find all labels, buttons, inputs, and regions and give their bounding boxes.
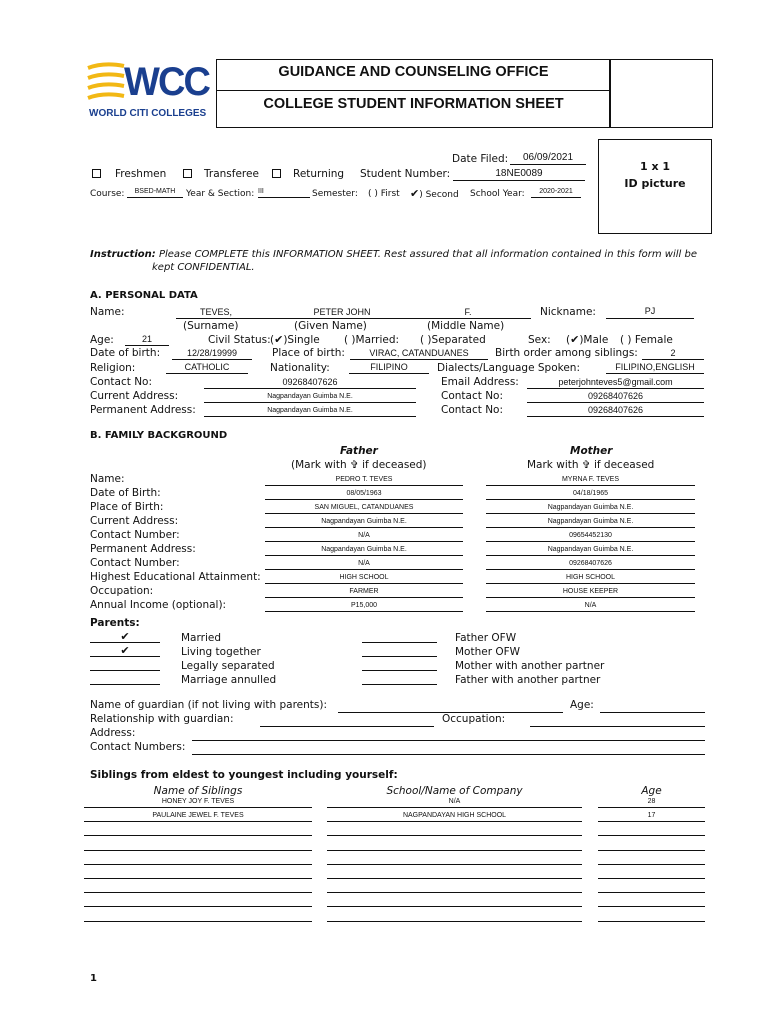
sibling-age-line[interactable] (598, 878, 705, 879)
surname-value[interactable]: TEVES, (199, 307, 232, 317)
parent-status-mark[interactable]: ✔ (120, 631, 130, 643)
father-field-value[interactable]: N/A (358, 532, 370, 539)
transferee-option[interactable]: Transferee (183, 168, 259, 180)
school-year-label: School Year: (470, 189, 525, 199)
sibling-name-line[interactable] (84, 807, 312, 808)
parent-status-label: Father OFW (455, 632, 517, 644)
family-row-label: Date of Birth: (90, 487, 161, 499)
guardian-occupation-field[interactable] (530, 726, 705, 727)
first-semester-option[interactable]: ( ) First (368, 189, 400, 199)
family-row-label: Contact Number: (90, 557, 180, 569)
parent-status-label: Mother with another partner (455, 660, 605, 672)
mother-field-value[interactable]: 04/18/1965 (572, 490, 609, 497)
returning-option[interactable]: Returning (272, 168, 344, 180)
given-name-caption: (Given Name) (294, 320, 367, 332)
name-label: Name: (90, 306, 125, 318)
dob-value[interactable]: 12/28/19999 (186, 348, 238, 358)
dialects-label: Dialects/Language Spoken: (437, 362, 580, 374)
instruction-cont: kept CONFIDENTIAL. (152, 262, 255, 273)
father-field-value[interactable]: HIGH SCHOOL (339, 574, 389, 581)
sibling-school[interactable]: N/A (448, 798, 461, 805)
dob-label: Date of birth: (90, 347, 161, 359)
mother-field-value[interactable]: Nagpandayan Guimba N.E. (547, 518, 634, 525)
freshmen-option[interactable]: Freshmen (92, 168, 166, 180)
civil-status-label: Civil Status: (208, 334, 271, 346)
second-semester-option[interactable]: ✔) Second (410, 187, 459, 200)
age-label: Age: (90, 334, 114, 346)
office-title: GUIDANCE AND COUNSELING OFFICE (278, 64, 549, 80)
sibling-age-line[interactable] (598, 821, 705, 822)
single-check-icon: ✔ (274, 333, 284, 346)
sibling-school-line[interactable] (327, 864, 582, 865)
married-option[interactable]: ( )Married: (344, 334, 400, 346)
mother-field-value[interactable]: 09654452130 (569, 532, 612, 539)
dialects-value[interactable]: FILIPINO,ENGLISH (615, 362, 695, 372)
father-field-value[interactable]: N/A (358, 560, 370, 567)
father-field-value[interactable]: P15,000 (350, 602, 378, 609)
id-picture-box (598, 139, 712, 234)
father-field-value[interactable]: Nagpandayan Guimba N.E. (321, 518, 407, 525)
course-value[interactable]: BSED-MATH (134, 188, 176, 195)
guardian-name-label: Name of guardian (if not living with parents): (90, 699, 328, 711)
second-check-icon: ✔ (410, 187, 420, 200)
family-row-label: Occupation: (90, 585, 154, 597)
family-row-label: Highest Educational Attainment: (90, 571, 261, 583)
year-section-value[interactable]: III (258, 188, 264, 195)
sibling-name-line[interactable] (84, 878, 312, 879)
contact2-value[interactable]: 09268407626 (587, 391, 644, 401)
pob-label: Place of birth: (272, 347, 345, 359)
sibling-name[interactable]: HONEY JOY F. TEVES (161, 798, 235, 805)
sibling-school-line[interactable] (327, 850, 582, 851)
email-label: Email Address: (441, 376, 519, 388)
sibling-age-line[interactable] (598, 921, 705, 922)
instruction: Instruction: Please COMPLETE this INFORMATION SHEET. Rest assured that all information contained in this form will be (90, 249, 697, 260)
contact3-value[interactable]: 09268407626 (587, 405, 644, 415)
guardian-age-label: Age: (570, 699, 594, 711)
logo-abbr: WCC (124, 60, 210, 104)
mother-heading: Mother (570, 445, 613, 457)
sibling-school[interactable]: NAGPANDAYAN HIGH SCHOOL (402, 812, 507, 819)
current-address-label: Current Address: (90, 390, 179, 402)
siblings-col-school: School/Name of Company (386, 785, 523, 797)
mother-field-value[interactable]: Nagpandayan Guimba N.E. (547, 504, 634, 511)
father-heading: Father (340, 445, 378, 457)
date-filed-label: Date Filed: (452, 153, 509, 165)
relationship-label: Relationship with guardian: (90, 713, 234, 725)
birth-order-value[interactable]: 2 (670, 348, 676, 358)
permanent-address-value[interactable]: Nagpandayan Guimba N.E. (267, 407, 353, 414)
middle-name-value[interactable]: F. (464, 307, 472, 317)
student-number-label: Student Number: (360, 168, 451, 180)
family-row-label: Place of Birth: (90, 501, 164, 513)
parent-status-field[interactable] (362, 684, 437, 685)
page-number: 1 (90, 973, 97, 984)
guardian-contact-field[interactable] (192, 754, 705, 755)
male-option[interactable]: (✔)Male (566, 333, 609, 346)
parent-status-label: Legally separated (181, 660, 275, 672)
given-name-value[interactable]: PETER JOHN (313, 307, 371, 317)
family-row-label: Current Address: (90, 515, 179, 527)
sibling-name-line[interactable] (84, 921, 312, 922)
school-year-value[interactable]: 2020-2021 (539, 188, 573, 195)
siblings-title: Siblings from eldest to youngest including yourself: (90, 769, 398, 781)
sheet-title: COLLEGE STUDENT INFORMATION SHEET (263, 96, 564, 112)
siblings-col-age: Age (641, 785, 662, 797)
logo-name: WORLD CITI COLLEGES (89, 108, 207, 119)
mother-field-value[interactable]: Nagpandayan Guimba N.E. (547, 546, 634, 553)
sibling-name[interactable]: PAULAINE JEWEL F. TEVES (152, 812, 244, 819)
sibling-name-line[interactable] (84, 835, 312, 836)
logo-swoosh-icon (86, 62, 126, 108)
family-row-label: Annual Income (optional): (90, 599, 227, 611)
sibling-age-line[interactable] (598, 892, 705, 893)
sibling-school-line[interactable] (327, 835, 582, 836)
freshmen-checkbox-icon[interactable] (92, 169, 101, 178)
mother-field-value[interactable]: MYRNA F. TEVES (561, 476, 620, 483)
id-picture-label: ID picture (624, 177, 686, 190)
id-picture-size: 1 x 1 (639, 160, 671, 173)
sex-label: Sex: (528, 334, 551, 346)
father-field-value[interactable]: Nagpandayan Guimba N.E. (321, 546, 407, 553)
semester-label: Semester: (312, 189, 358, 199)
returning-checkbox-icon[interactable] (272, 169, 281, 178)
birth-order-label: Birth order among siblings: (495, 347, 638, 359)
contact-value[interactable]: 09268407626 (282, 377, 338, 387)
sibling-school-line[interactable] (327, 921, 582, 922)
parent-status-label: Mother OFW (455, 646, 521, 658)
parent-status-field[interactable] (362, 656, 437, 657)
mother-field-value[interactable]: HIGH SCHOOL (565, 574, 615, 581)
parents-title: Parents: (90, 617, 140, 629)
nickname-label: Nickname: (540, 306, 596, 318)
guardian-address-label: Address: (90, 727, 136, 739)
relationship-field[interactable] (260, 726, 434, 727)
father-field-value[interactable]: SAN MIGUEL, CATANDUANES (314, 504, 414, 511)
course-label: Course: (90, 189, 125, 199)
mother-field-value[interactable]: HOUSE KEEPER (562, 588, 619, 595)
sibling-age[interactable]: 28 (647, 798, 656, 805)
sibling-school-line[interactable] (327, 878, 582, 879)
sibling-school-line[interactable] (327, 892, 582, 893)
religion-label: Religion: (90, 362, 136, 374)
parent-status-mark[interactable]: ✔ (120, 645, 130, 657)
father-field-value[interactable]: 08/05/1963 (346, 490, 382, 497)
parent-status-field[interactable] (362, 642, 437, 643)
family-row-label: Name: (90, 473, 125, 485)
transferee-checkbox-icon[interactable] (183, 169, 192, 178)
mother-field-value[interactable]: N/A (584, 602, 597, 609)
father-field-value[interactable]: PEDRO T. TEVES (335, 476, 393, 483)
guardian-address-field[interactable] (192, 740, 705, 741)
sibling-school-line[interactable] (327, 906, 582, 907)
guardian-contact-label: Contact Numbers: (90, 741, 186, 753)
mother-field-value[interactable]: 09268407626 (569, 560, 612, 567)
sibling-name-line[interactable] (84, 821, 312, 822)
student-number-value[interactable]: 18NE0089 (495, 168, 543, 179)
family-row-label: Contact Number: (90, 529, 180, 541)
female-option[interactable]: ( ) Female (620, 334, 673, 346)
religion-value[interactable]: CATHOLIC (184, 362, 230, 372)
surname-caption: (Surname) (183, 320, 239, 332)
sibling-age[interactable]: 17 (647, 812, 656, 819)
family-row-label: Permanent Address: (90, 543, 196, 555)
parent-status-label: Father with another partner (455, 674, 601, 686)
sibling-name-line[interactable] (84, 892, 312, 893)
guardian-occupation-label: Occupation: (442, 713, 506, 725)
single-option[interactable]: (✔)Single (270, 333, 320, 346)
header-side-box (609, 59, 713, 128)
sibling-name-line[interactable] (84, 864, 312, 865)
personal-data-title: A. PERSONAL DATA (90, 290, 198, 301)
sibling-age-line[interactable] (598, 835, 705, 836)
siblings-col-name: Name of Siblings (153, 785, 243, 797)
contact3-label: Contact No: (441, 404, 504, 416)
middle-name-caption: (Middle Name) (427, 320, 505, 332)
sibling-age-line[interactable] (598, 906, 705, 907)
parent-status-label: Marriage annulled (181, 674, 277, 686)
nickname-value[interactable]: PJ (644, 306, 656, 316)
sibling-age-line[interactable] (598, 807, 705, 808)
year-section-label: Year & Section: (186, 189, 255, 199)
pob-value[interactable]: VIRAC, CATANDUANES (369, 348, 469, 358)
permanent-address-label: Permanent Address: (90, 404, 196, 416)
sibling-age-line[interactable] (598, 850, 705, 851)
separated-option[interactable]: ( )Separated (420, 334, 486, 346)
sibling-name-line[interactable] (84, 906, 312, 907)
male-check-icon: ✔ (570, 333, 580, 346)
date-filed-value[interactable]: 06/09/2021 (522, 152, 574, 163)
email-value[interactable]: peterjohnteves5@gmail.com (558, 377, 673, 387)
contact-label: Contact No: (90, 376, 153, 388)
father-field-value[interactable]: FARMER (349, 588, 379, 595)
sibling-school-line[interactable] (327, 821, 582, 822)
mother-note: Mark with ✞ if deceased (527, 459, 655, 471)
contact2-label: Contact No: (441, 390, 504, 402)
header-box (216, 59, 611, 128)
parent-status-label: Living together (181, 646, 261, 658)
age-value[interactable]: 21 (141, 334, 152, 344)
sibling-name-line[interactable] (84, 850, 312, 851)
sibling-age-line[interactable] (598, 864, 705, 865)
family-title: B. FAMILY BACKGROUND (90, 430, 228, 441)
parent-status-label: Married (181, 632, 221, 644)
nationality-label: Nationality: (270, 362, 330, 374)
guardian-age-field[interactable] (600, 712, 705, 713)
current-address-value[interactable]: Nagpandayan Guimba N.E. (267, 393, 353, 400)
sibling-school-line[interactable] (327, 807, 582, 808)
parent-status-field[interactable] (362, 670, 437, 671)
nationality-value[interactable]: FILIPINO (370, 362, 408, 372)
father-note: (Mark with ✞ if deceased) (291, 459, 427, 471)
